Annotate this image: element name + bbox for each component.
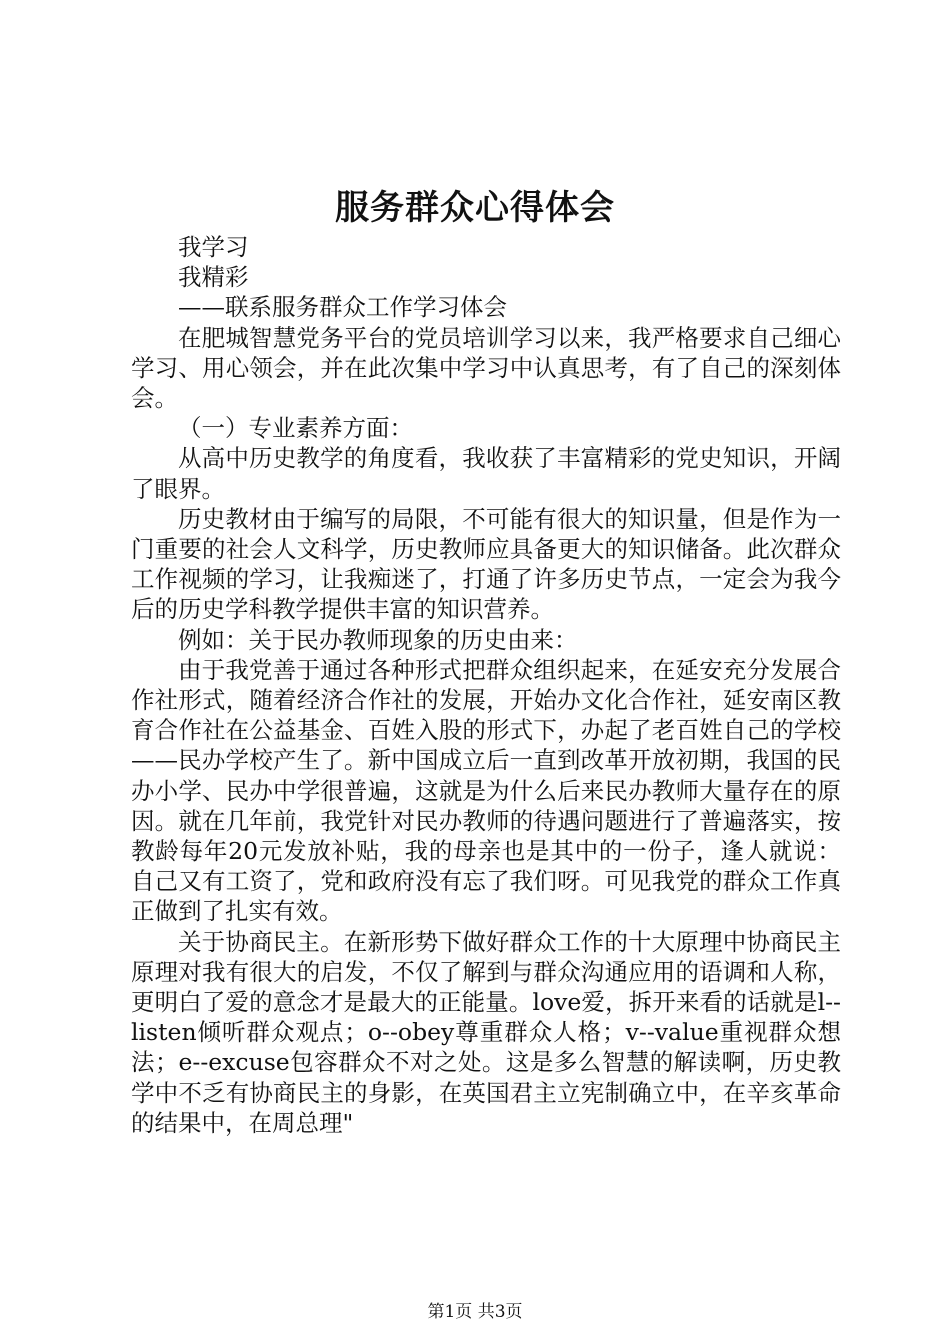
paragraph: 由于我党善于通过各种形式把群众组织起来，在延安充分发展合作社形式，随着经济合作社的发展，开始办文化合作社，延安南区教育合作社在公益基金、百姓入股的形式下，办起了老百姓自己的学校——民办学校产生了。新中国成立后一直到改革开放初期，我国的民办小学、民办中学很普遍，这就是为什么后来民办教师大量存在的原因。就在几年前，我党针对民办教师的待遇问题进行了普遍落实，按教龄每年20元发放补贴，我的母亲也是其中的一份子，逢人就说：自己又有工资了，党和政府没有忘了我们呀。可见我党的群众工作真正做到了扎实有效。 — [131, 655, 841, 926]
paragraph-example-heading: 例如：关于民办教师现象的历史由来： — [178, 625, 578, 654]
paragraph: 关于协商民主。在新形势下做好群众工作的十大原理中协商民主原理对我有很大的启发，不仅了解到与群众沟通应用的语调和人称，更明白了爱的意念才是最大的正能量。love爱，拆开来看的话就是l--listen倾听群众观点；o--obey尊重群众人格；v--value重视群众想法；e--excuse包容群众不对之处。这是多么智慧的解读啊，历史教学中不乏有协商民主的身影，在英国君主立宪制确立中，在辛亥革命的结果中，在周总理" — [131, 927, 841, 1137]
document-title: 服务群众心得体会 — [335, 188, 615, 228]
section-heading: （一）专业素养方面： — [178, 414, 413, 443]
page-footer: 第1页 共3页 — [427, 1302, 523, 1322]
document-body — [131, 232, 841, 1138]
paragraph-subtitle-2: 我精彩 — [178, 263, 249, 292]
paragraph: 历史教材由于编写的局限，不可能有很大的知识量，但是作为一门重要的社会人文科学，历史教师应具备更大的知识储备。此次群众工作视频的学习，让我痴迷了，打通了许多历史节点，一定会为我今后的历史学科教学提供丰富的知识营养。 — [131, 504, 841, 624]
paragraph-subtitle-1: 我学习 — [178, 233, 249, 261]
paragraph: 从高中历史教学的角度看，我收获了丰富精彩的党史知识，开阔了眼界。 — [131, 444, 841, 503]
paragraph-subtitle-3: ——联系服务群众工作学习体会 — [178, 293, 507, 322]
paragraph-intro: 在肥城智慧党务平台的党员培训学习以来，我严格要求自己细心学习、用心领会，并在此次集中学习中认真思考，有了自己的深刻体会。 — [131, 323, 841, 413]
